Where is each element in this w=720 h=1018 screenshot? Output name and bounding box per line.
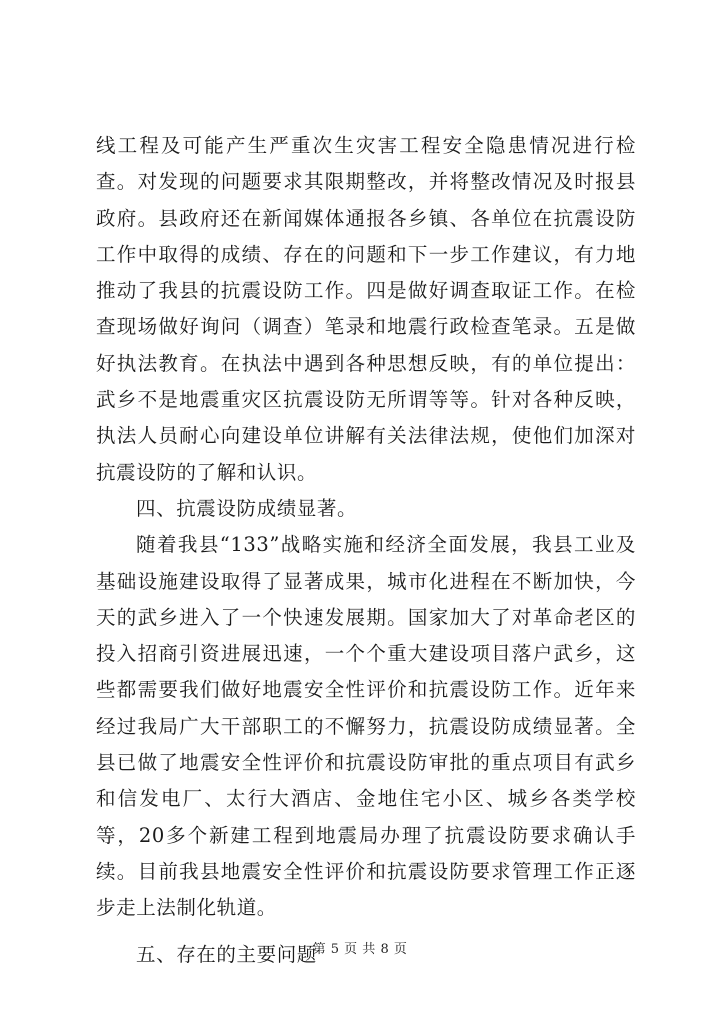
section-heading-4: 四、抗震设防成绩显著。 xyxy=(136,496,358,520)
paragraph-continued: 线工程及可能产生严重次生灾害工程安全隐患情况进行检查。对发现的问题要求其限期整改，并将整改情况及时报县政府。县政府还在新闻媒体通报各乡镇、各单位在抗震设防工作中取得的成绩、存在的问题和下一步工作建议，有力地推动了我县的抗震设防工作。四是做好调查取证工作。在检查现场做好询问（调查）笔录和地震行政检查笔录。五是做好执法教育。在执法中遇到各种思想反映，有的单位提出：武乡不是地震重灾区抗震设防无所谓等等。针对各种反映，执法人员耐心向建设单位讲解有关法律法规，使他们加深对抗震设防的了解和认识。 xyxy=(96,134,636,484)
paragraph-achievements: 随着我县“133”战略实施和经济全面发展，我县工业及基础设施建设取得了显著成果，城市化进程在不断加快，今天的武乡进入了一个快速发展期。国家加大了对革命老区的投入招商引资进展迅速，一个个重大建设项目落户武乡，这些都需要我们做好地震安全性评价和抗震设防工作。近年来经过我局广大干部职工的不懈努力，抗震设防成绩显著。全县已做了地震安全性评价和抗震设防审批的重点项目有武乡和信发电厂、太行大酒店、金地住宅小区、城乡各类学校等，20多个新建工程到地震局办理了抗震设防要求确认手续。目前我县地震安全性评价和抗震设防要求管理工作正逐步走上法制化轨道。 xyxy=(96,533,636,920)
document-body xyxy=(96,128,636,973)
section-heading-5: 五、存在的主要问题 xyxy=(136,942,317,966)
page-number-footer: 第 5 页 共 8 页 xyxy=(312,942,408,957)
